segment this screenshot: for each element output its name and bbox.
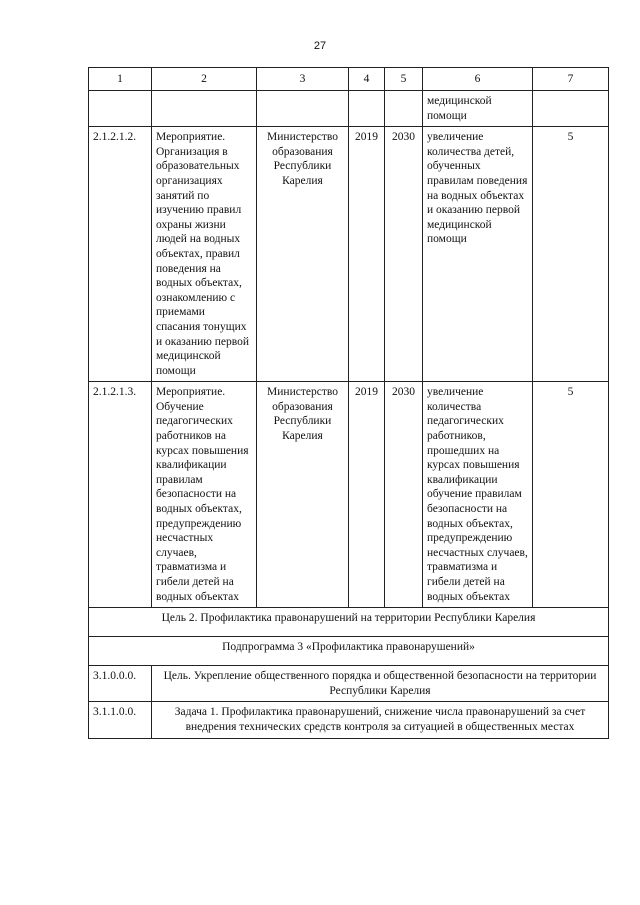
continuation-row xyxy=(89,91,609,127)
goal-text: Цель 2. Профилактика правонарушений на территории Республики Карелия xyxy=(89,608,609,637)
section-row xyxy=(89,666,609,702)
row-executor: Министерство образования Республики Карелия xyxy=(257,127,349,382)
table-row xyxy=(89,382,609,608)
header-col-4: 4 xyxy=(349,68,385,91)
section-text: Цель. Укрепление общественного порядка и общественной безопасности на территории Республики Карелия xyxy=(152,666,609,702)
goal-row xyxy=(89,608,609,637)
table-row xyxy=(89,127,609,382)
row-code: 2.1.2.1.2. xyxy=(89,127,152,382)
row-executor: Министерство образования Республики Карелия xyxy=(257,382,349,608)
header-col-7: 7 xyxy=(533,68,609,91)
section-code: 3.1.1.0.0. xyxy=(89,702,152,738)
row-activity: Мероприятие. Обучение педагогических работников на курсах повышения квалификации правилам безопасности на водных объектах, предупреждению несчастных случаев, травматизма и гибели детей на водных объектах xyxy=(152,382,257,608)
row-activity: Мероприятие. Организация в образовательных организациях занятий по изучению правил охраны жизни людей на водных объектах, правил поведения на водных объектах, ознакомлению с приемами спасания тонущих и оказанию первой медицинской помощи xyxy=(152,127,257,382)
section-text: Задача 1. Профилактика правонарушений, снижение числа правонарушений за счет внедрения технических средств контроля за ситуацией в общественных местах xyxy=(152,702,609,738)
row-link: 5 xyxy=(533,382,609,608)
page-number: 27 xyxy=(313,40,327,52)
row-start-year: 2019 xyxy=(349,382,385,608)
row-start-year: 2019 xyxy=(349,127,385,382)
row-result: увеличение количества педагогических работников, прошедших на курсах повышения квалификации обучение правилам безопасности на водных объектах, предупреждению несчастных случаев, травматизма и гибели детей на водных объектах xyxy=(423,382,533,608)
header-col-6: 6 xyxy=(423,68,533,91)
section-code: 3.1.0.0.0. xyxy=(89,666,152,702)
row-code: 2.1.2.1.3. xyxy=(89,382,152,608)
program-table xyxy=(88,67,609,739)
row-result: увеличение количества детей, обученных правилам поведения на водных объектах и оказанию первой медицинской помощи xyxy=(423,127,533,382)
header-col-1: 1 xyxy=(89,68,152,91)
subprogram-row xyxy=(89,637,609,666)
header-col-2: 2 xyxy=(152,68,257,91)
subprogram-text: Подпрограмма 3 «Профилактика правонарушений» xyxy=(89,637,609,666)
continuation-result: медицинской помощи xyxy=(423,91,533,127)
section-row xyxy=(89,702,609,738)
row-end-year: 2030 xyxy=(385,127,423,382)
header-col-3: 3 xyxy=(257,68,349,91)
row-link: 5 xyxy=(533,127,609,382)
row-end-year: 2030 xyxy=(385,382,423,608)
header-row xyxy=(89,68,609,91)
header-col-5: 5 xyxy=(385,68,423,91)
